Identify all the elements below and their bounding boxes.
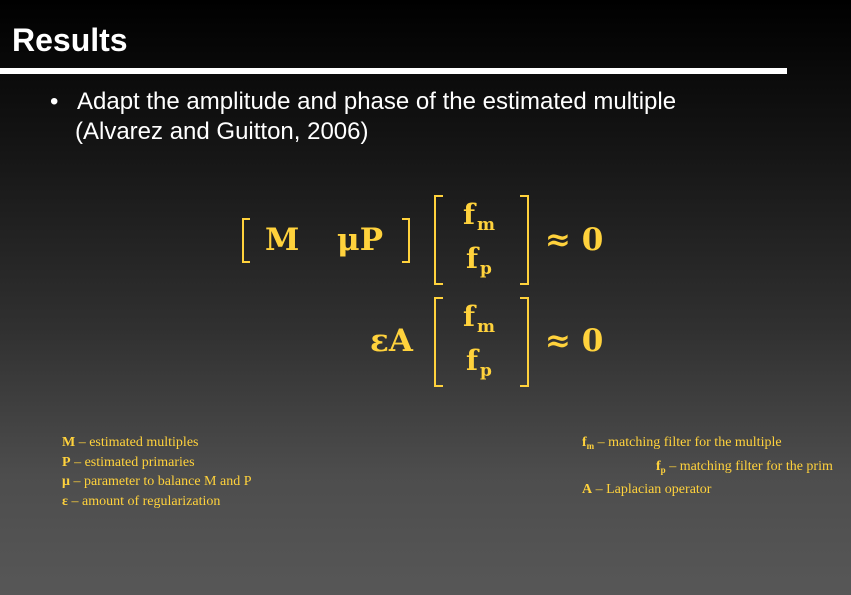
eq2-operator: εA xyxy=(370,323,413,359)
equation-2 xyxy=(370,298,603,386)
eq1-col-f1: f xyxy=(463,198,476,231)
eq2-col-f1: f xyxy=(463,300,476,333)
legend-item-epsilon: ε – amount of regularization xyxy=(62,493,221,509)
eq1-row-muP: μP xyxy=(337,222,384,258)
bullet-text-line1: Adapt the amplitude and phase of the estimated multiple xyxy=(77,88,677,115)
eq1-sub-m: m xyxy=(477,215,495,235)
eq1-sub-p: p xyxy=(480,259,492,279)
bullet-marker: • xyxy=(50,88,59,115)
slide-title: Results xyxy=(12,22,128,58)
bullet-text-line2: (Alvarez and Guitton, 2006) xyxy=(75,118,369,145)
row-bracket-left xyxy=(243,219,250,262)
col-bracket-right-2 xyxy=(520,298,528,386)
legend-item-mu: μ – parameter to balance M and P xyxy=(62,474,252,489)
eq2-sub-m: m xyxy=(477,317,495,337)
legend-right xyxy=(582,433,833,500)
equation-1 xyxy=(243,196,603,284)
legend-item-fm: $f_m$ – matching filter for the multiple xyxy=(582,435,782,451)
col-bracket-left-1 xyxy=(435,196,443,284)
col-bracket-left-2 xyxy=(435,298,443,386)
legend-item-M: M – estimated multiples xyxy=(62,435,199,450)
eq2-sub-p: p xyxy=(480,361,492,381)
col-bracket-right-1 xyxy=(520,196,528,284)
legend-item-A: A – Laplacian operator xyxy=(582,482,712,497)
eq2-relation: ≈ 0 xyxy=(545,323,604,359)
row-bracket-right xyxy=(402,219,409,262)
eq2-col-f2: f xyxy=(466,344,479,377)
eq1-relation: ≈ 0 xyxy=(545,222,604,258)
legend-item-fp: $f_p$ – matching filter for the prim xyxy=(656,458,833,475)
legend-item-P: P – estimated primaries xyxy=(62,454,195,470)
legend-left xyxy=(62,433,251,511)
eq1-col-f2: f xyxy=(466,242,479,275)
eq1-row-M: M xyxy=(265,222,300,258)
